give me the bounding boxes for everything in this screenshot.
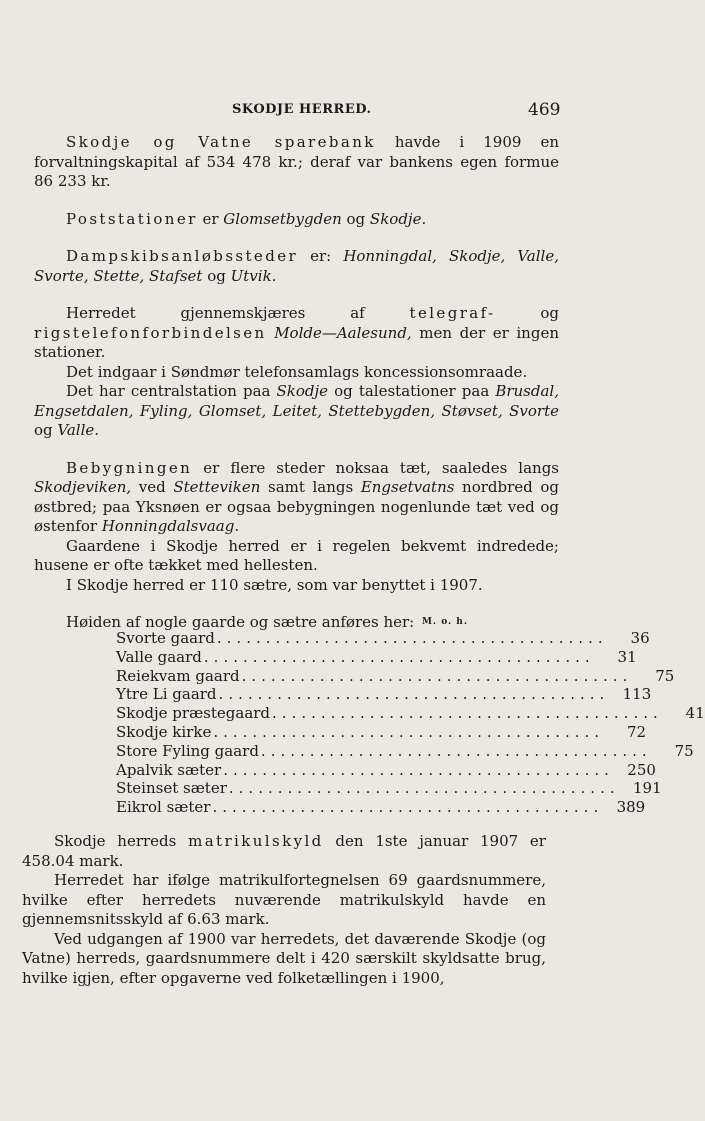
text-connector: og — [495, 304, 559, 322]
text-tax-a: Skodje herreds — [54, 832, 189, 850]
dot-leader: ........................................ — [203, 647, 595, 666]
place-stetteviken: Stetteviken — [173, 478, 261, 496]
altitude-row — [116, 779, 662, 798]
altitude-value: 113 — [622, 685, 652, 704]
text-connector: samt langs — [260, 478, 361, 496]
altitude-place-name: Store Fyling gaard — [116, 741, 259, 760]
paragraph-telephone-concession: Det indgaar i Søndmør telefonsamlags koncessionsomraade. — [66, 362, 528, 381]
term-telephone: rigstelefonforbindelsen — [34, 323, 267, 342]
place-valle: Valle. — [57, 421, 100, 439]
altitude-place-name: Skodje kirke — [116, 722, 212, 741]
altitude-value: 41 — [685, 704, 705, 723]
body-text-upper — [34, 133, 559, 633]
place-honningdalsvaag: Honningdalsvaag. — [101, 517, 240, 535]
place-glomsetbygden: Glomsetbygden — [223, 209, 342, 228]
paragraph-savings-bank — [34, 133, 559, 192]
altitude-place-name: Reiekvam gaard — [116, 666, 240, 685]
paragraph-telegraph — [34, 304, 559, 363]
text-tax-c: den 1ste januar 1907 er 458.04 mark. — [22, 832, 546, 870]
dot-leader: ........................................ — [212, 798, 604, 817]
dot-leader: ........................................ — [223, 760, 614, 779]
paragraph-central-station — [34, 382, 559, 441]
paragraph-land-tax — [22, 832, 546, 871]
term-savings-bank: Skodje og Vatne sparebank — [66, 133, 376, 151]
altitude-value: 191 — [632, 779, 662, 798]
altitude-place-name: Apalvik sæter — [116, 760, 222, 779]
paragraph-post-stations — [34, 210, 559, 230]
term-matrikulskyld: matrikulskyld — [188, 832, 324, 850]
text-telegraph-a: Herredet gjennemskjæres af — [66, 304, 410, 322]
dot-leader: ........................................ — [213, 722, 605, 741]
altitude-row — [116, 666, 675, 686]
altitude-row — [116, 647, 637, 667]
paragraph-steamship-landings — [34, 247, 559, 286]
place-engsetvatns: Engsetvatns — [360, 478, 455, 496]
altitude-place-name: Svorte gaard — [116, 629, 215, 647]
paragraph-altitude-intro: Høiden af nogle gaarde og sætre anføres her: — [66, 613, 415, 631]
altitude-place-name: Valle gaard — [116, 647, 202, 666]
altitude-value: 250 — [627, 760, 656, 779]
altitude-value: 31 — [617, 647, 637, 666]
paragraph-settlement — [34, 459, 559, 537]
altitude-place-name: Steinset sæter — [116, 779, 227, 798]
altitude-place-name: Eikrol sæter — [116, 798, 211, 817]
term-settlement: Bebygningen — [66, 458, 193, 477]
dot-leader: ........................................ — [218, 685, 610, 704]
altitude-row — [116, 722, 647, 742]
altitude-row — [116, 704, 705, 723]
term-post-stations: Poststationer — [66, 209, 198, 228]
place-skodje-central: Skodje — [276, 382, 329, 400]
paragraph-holdings: Ved udgangen af 1900 var herredets, det daværende Skodje (og Vatne) herreds, gaardsnummere delt i 420 særskilt skyldsatte brug, hvilke igjen, efter opgaverne ved folketællingen i 1900, — [22, 929, 546, 987]
paragraph-farms: Gaardene i Skodje herred er i regelen bekvemt indrededе; husene er ofte tækket med hellesten. — [34, 536, 559, 574]
paragraph-saetre-count: I Skodje herred er 110 sætre, som var benyttet i 1907. — [66, 575, 483, 594]
place-list: Honningdal, Skodje, Valle, Svorte, Stette, Stafset — [34, 247, 559, 285]
text-settlement-g: nordbred og østbred; paa Yksnøen er ogsaa bebygningen nogenlunde tæt ved og østenfor — [34, 478, 559, 535]
text-connector: og — [341, 209, 370, 228]
altitude-value: 72 — [626, 722, 647, 741]
text-settlement-a: er flere steder noksaa tæt, saaledes langs — [192, 458, 559, 477]
dot-leader: ........................................ — [272, 704, 663, 723]
place-skodjeviken: Skodjeviken, — [34, 478, 132, 496]
altitude-value: 389 — [616, 798, 646, 817]
altitude-value: 36 — [630, 629, 650, 647]
page-header — [0, 102, 676, 126]
running-head: SKODJE HERRED. — [232, 102, 372, 117]
text-connector: er — [197, 209, 224, 228]
place-list-stations: Brusdal, Engsetdalen, Fyling, Glomset, Leitet, Stettebygden, Støvset, Svorte — [34, 382, 559, 420]
altitude-value: 75 — [674, 741, 694, 760]
term-telegraph: telegraf- — [409, 304, 496, 322]
place-utvik: Utvik. — [230, 266, 277, 285]
text-savings-bank: havde i 1909 en forvaltningskapital af 534 478 kr.; deraf var bankens egen formue 86 233 kr. — [34, 133, 560, 190]
body-text-lower — [22, 832, 546, 988]
text-telegraph-end: men der er ingen stationer. — [34, 323, 559, 361]
text-central-c: og talestationer paa — [328, 382, 496, 400]
dot-leader: ........................................ — [216, 629, 608, 647]
altitude-table — [116, 617, 705, 817]
dot-leader: ........................................ — [260, 741, 652, 760]
place-skodje: Skodje. — [369, 209, 427, 228]
page-number: 469 — [528, 100, 561, 120]
altitude-rows — [116, 629, 705, 817]
altitude-value: 75 — [655, 666, 675, 685]
text-connector: og — [34, 421, 58, 439]
term-steamship-landings: Dampskibsanløbssteder — [66, 247, 299, 265]
dot-leader: ........................................ — [228, 779, 620, 798]
altitude-place-name: Ytre Li gaard — [116, 685, 217, 704]
altitude-row — [116, 760, 656, 780]
altitude-row — [116, 741, 694, 761]
altitude-row — [116, 685, 652, 704]
altitude-place-name: Skodje præstegaard — [116, 704, 271, 723]
altitude-unit: M. o. h. — [421, 617, 468, 627]
text-connector: er: — [298, 247, 344, 265]
paragraph-farm-numbers: Herredet har ifølge matrikulfortegnelsen 69 gaardsnummere, hvilke efter herredets nuværende matrikulskyld havde en gjennemsnitsskyld af 6.63 mark. — [22, 871, 546, 928]
text-central-a: Det har centralstation paa — [66, 382, 277, 400]
altitude-row — [116, 798, 646, 817]
text-connector: og — [202, 266, 231, 285]
route-molde-aalesund: Molde—Aalesund, — [274, 323, 412, 342]
text-connector: ved — [131, 478, 174, 496]
altitude-row — [116, 629, 650, 648]
dot-leader: ........................................ — [241, 666, 633, 685]
